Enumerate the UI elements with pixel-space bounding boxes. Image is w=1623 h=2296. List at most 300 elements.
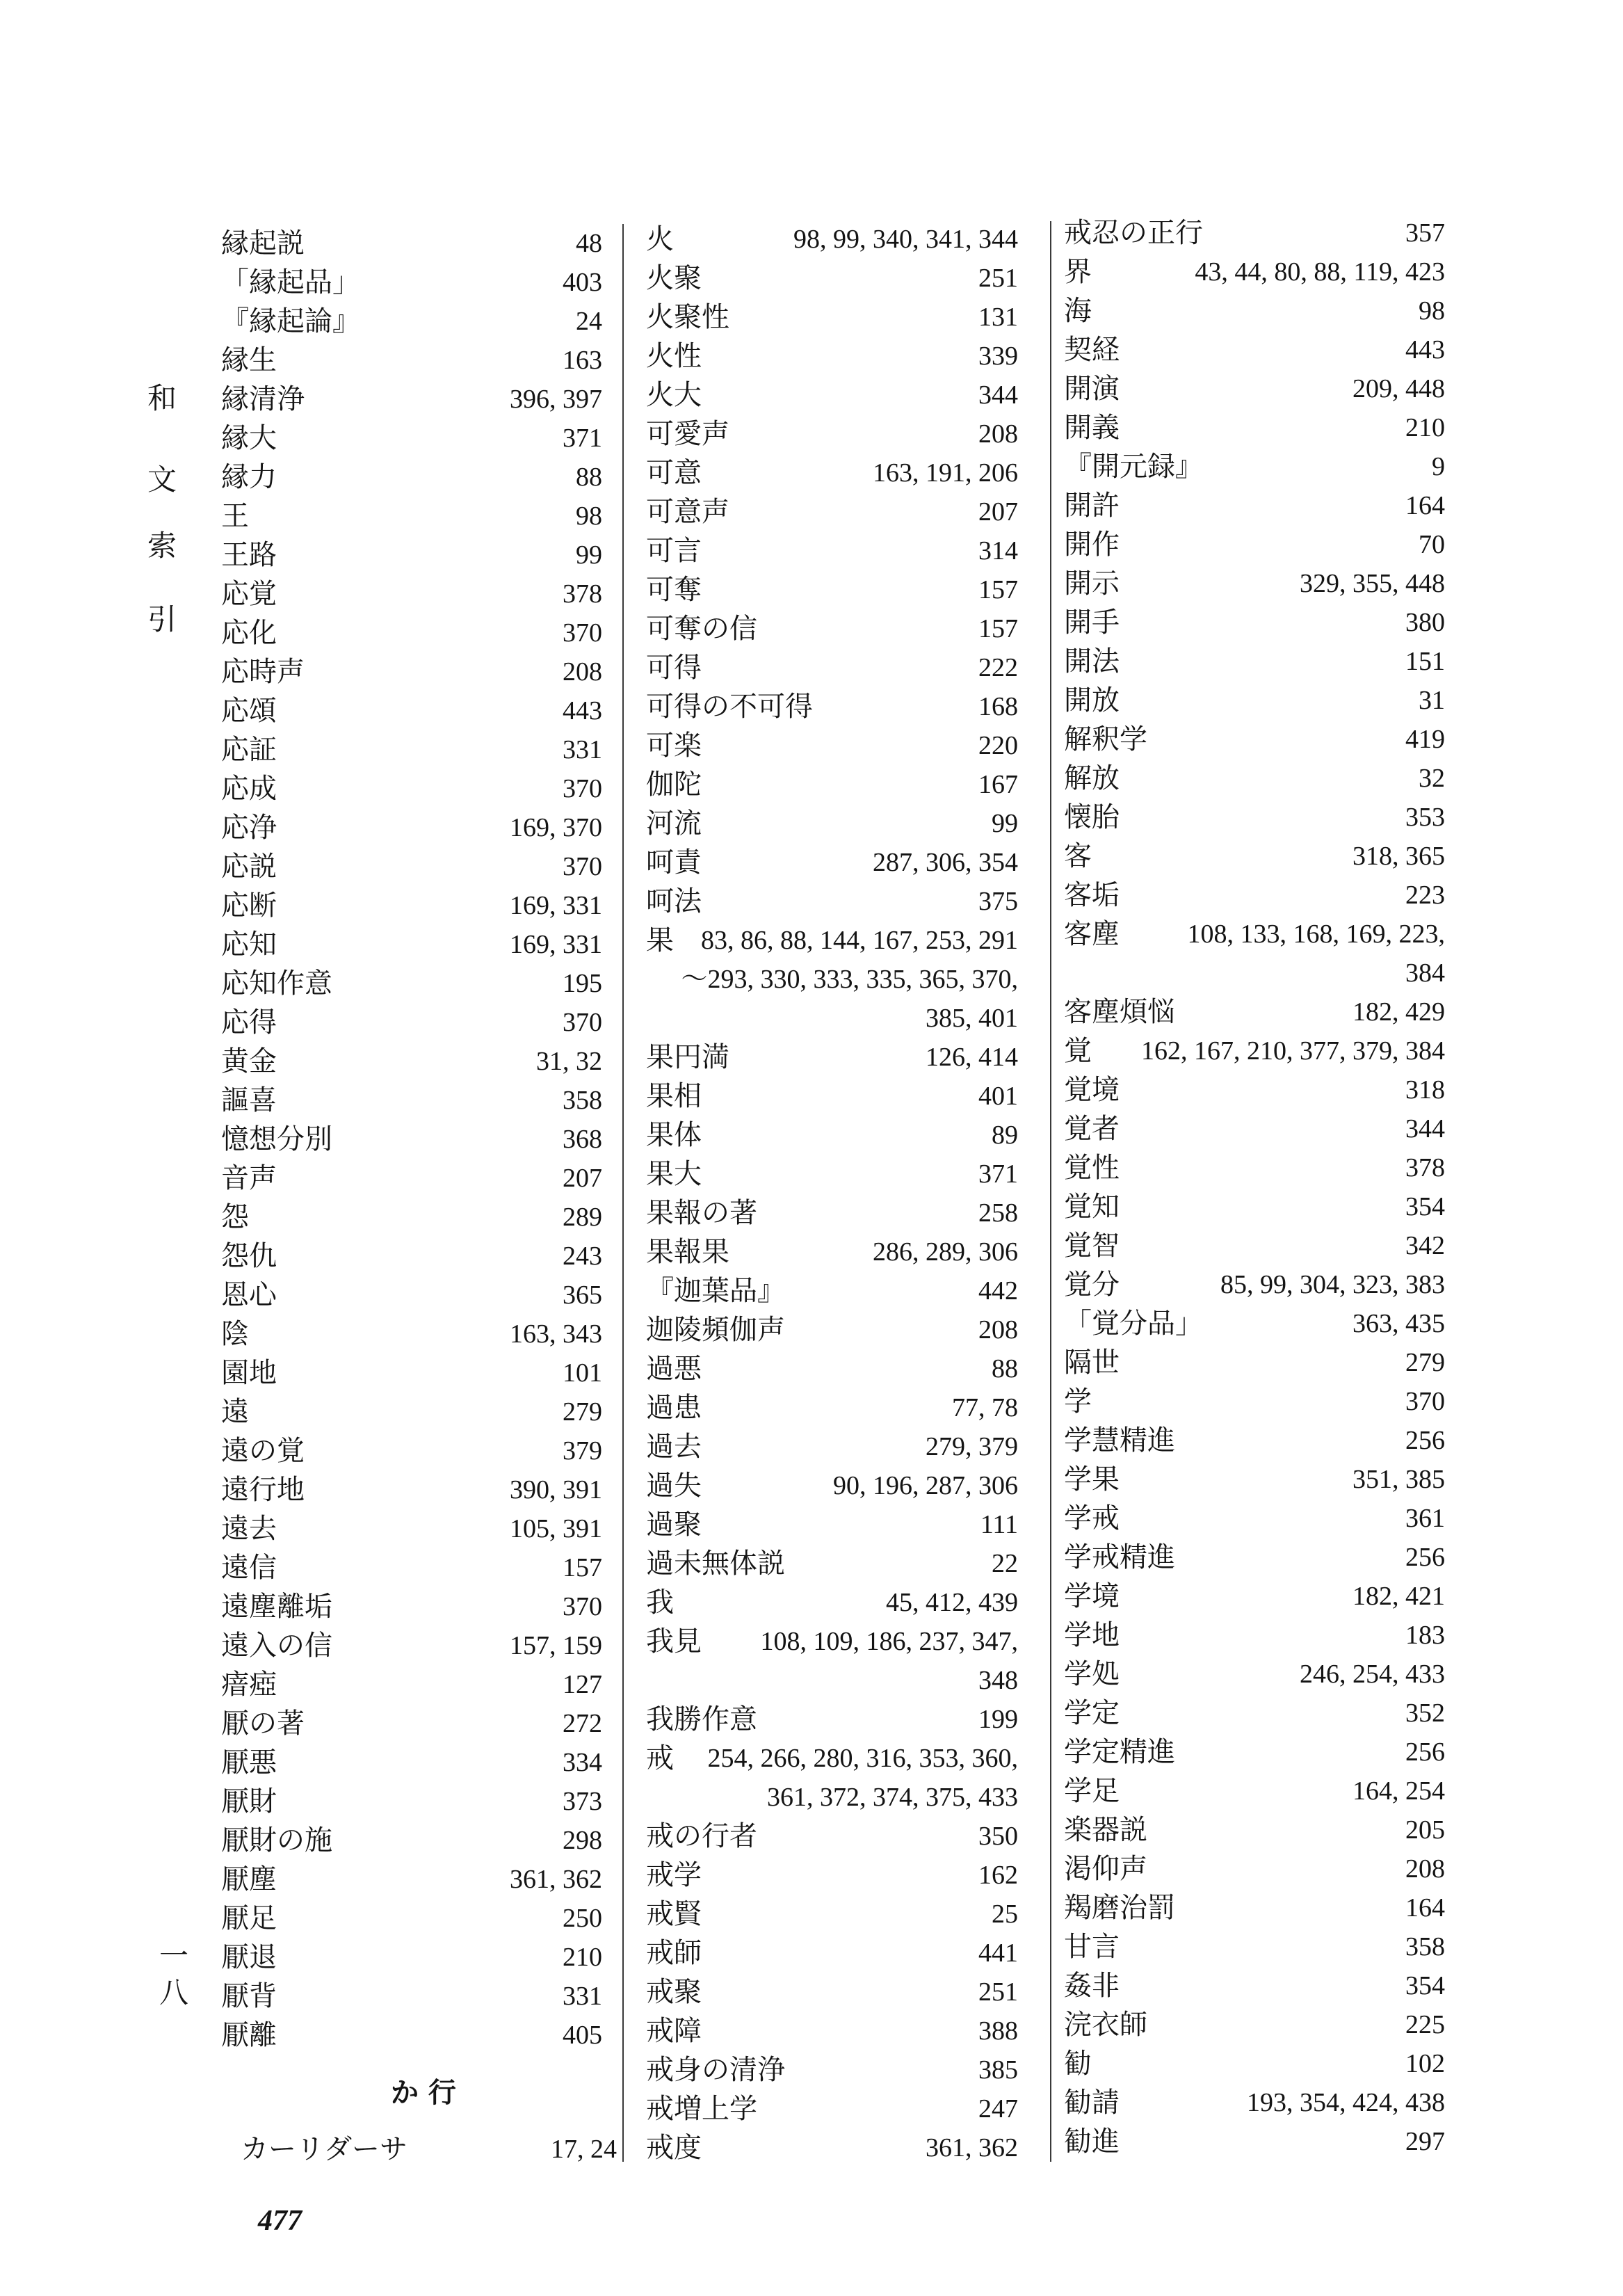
index-entry bbox=[221, 769, 602, 808]
index-term: 王 bbox=[221, 500, 249, 532]
index-entry bbox=[1064, 837, 1445, 876]
index-entry bbox=[646, 2012, 1018, 2050]
index-term: 遠信 bbox=[221, 1552, 277, 1584]
index-entry bbox=[646, 1155, 1018, 1194]
index-term: 海 bbox=[1064, 295, 1092, 327]
index-term: 音声 bbox=[221, 1162, 277, 1194]
index-entry bbox=[1064, 1499, 1445, 1538]
index-term: 厭悪 bbox=[221, 1747, 277, 1779]
index-term: 応知作意 bbox=[221, 968, 332, 1000]
index-term: 火聚性 bbox=[646, 301, 729, 333]
index-page-numbers: 443 bbox=[1405, 335, 1445, 364]
index-entry bbox=[646, 1116, 1018, 1155]
index-term: 縁起説 bbox=[221, 227, 305, 259]
index-page-numbers: 365 bbox=[563, 1281, 602, 1310]
index-page-numbers: 223 bbox=[1405, 881, 1445, 910]
index-page-numbers: 220 bbox=[978, 731, 1018, 760]
index-entry bbox=[646, 492, 1018, 531]
index-entry bbox=[1064, 525, 1445, 564]
index-entry bbox=[646, 609, 1018, 648]
index-page-numbers: 318 bbox=[1405, 1075, 1445, 1105]
index-entry bbox=[241, 2130, 617, 2169]
index-term: 厭退 bbox=[221, 1941, 277, 1973]
index-term: 戒度 bbox=[646, 2132, 702, 2164]
index-entry bbox=[221, 1237, 602, 1276]
index-page-numbers: 354 bbox=[1405, 1971, 1445, 2000]
index-entry bbox=[221, 497, 602, 536]
index-term: 河流 bbox=[646, 808, 702, 840]
index-entry bbox=[646, 921, 1018, 960]
index-page-numbers: 108, 133, 168, 169, 223, bbox=[1187, 920, 1445, 949]
index-entry bbox=[1064, 1382, 1445, 1421]
index-term: 渇仰声 bbox=[1064, 1853, 1147, 1885]
index-entry bbox=[221, 1120, 602, 1159]
index-entry bbox=[1064, 603, 1445, 642]
index-term: 縁大 bbox=[221, 422, 277, 454]
index-page-numbers: 89 bbox=[992, 1121, 1018, 1150]
index-page-numbers: 358 bbox=[1405, 1932, 1445, 1961]
index-page-numbers: 25 bbox=[992, 1900, 1018, 1929]
index-entry bbox=[1064, 330, 1445, 369]
index-entry bbox=[1064, 915, 1445, 954]
index-entry bbox=[1064, 369, 1445, 408]
index-page-numbers: 379 bbox=[563, 1436, 602, 1466]
index-term: 姦非 bbox=[1064, 1970, 1120, 2002]
index-term: 我見 bbox=[646, 1625, 702, 1657]
index-page-numbers: 254, 266, 280, 316, 353, 360, bbox=[707, 1744, 1018, 1773]
index-entry bbox=[1064, 291, 1445, 330]
index-page-numbers: 250 bbox=[563, 1904, 602, 1933]
index-term: 開許 bbox=[1064, 490, 1120, 522]
index-page-numbers: 289 bbox=[563, 1203, 602, 1232]
index-term: 学戒精進 bbox=[1064, 1541, 1175, 1573]
index-entry bbox=[646, 1622, 1018, 1661]
index-page-numbers: 246, 254, 433 bbox=[1300, 1660, 1445, 1689]
index-entry bbox=[646, 1310, 1018, 1349]
index-entry-continuation bbox=[646, 960, 1018, 999]
index-entry bbox=[646, 2050, 1018, 2089]
index-term: 怨仇 bbox=[221, 1240, 277, 1272]
side-folio-char: 一 bbox=[159, 1938, 188, 1973]
index-entry bbox=[221, 652, 602, 691]
index-term: 呵責 bbox=[646, 846, 702, 878]
index-term: 応成 bbox=[221, 773, 277, 805]
index-page-numbers: 22 bbox=[992, 1549, 1018, 1578]
index-page-numbers: 361, 362 bbox=[510, 1865, 602, 1894]
index-term: 遠 bbox=[221, 1396, 249, 1428]
index-entry bbox=[1064, 252, 1445, 291]
index-entry bbox=[221, 1665, 602, 1704]
index-term: 勧 bbox=[1064, 2048, 1092, 2080]
index-page-numbers: 9 bbox=[1432, 452, 1445, 481]
section-heading: か 行 bbox=[391, 2076, 456, 2109]
index-page-numbers: 378 bbox=[563, 579, 602, 609]
index-entry bbox=[646, 648, 1018, 687]
index-term: 開法 bbox=[1064, 645, 1120, 677]
index-term: 怨 bbox=[221, 1201, 249, 1233]
index-page-numbers: 287, 306, 354 bbox=[873, 848, 1018, 877]
index-term: 覚境 bbox=[1064, 1074, 1120, 1106]
index-entry bbox=[646, 1700, 1018, 1739]
index-entry bbox=[221, 886, 602, 925]
index-entry bbox=[646, 259, 1018, 298]
index-term: 迦陵頻伽声 bbox=[646, 1314, 785, 1346]
index-entry bbox=[1064, 681, 1445, 720]
index-entry bbox=[646, 687, 1018, 726]
index-term: 『開元録』 bbox=[1064, 451, 1203, 483]
index-term: 客塵煩悩 bbox=[1064, 996, 1175, 1028]
index-entry bbox=[221, 964, 602, 1003]
index-entry bbox=[221, 1509, 602, 1548]
index-term: 学定精進 bbox=[1064, 1736, 1175, 1768]
index-page-numbers: 371 bbox=[978, 1159, 1018, 1189]
index-entry bbox=[646, 1544, 1018, 1583]
index-page-numbers: 48 bbox=[576, 229, 602, 258]
index-term: 覚智 bbox=[1064, 1230, 1120, 1262]
index-page-numbers: 164 bbox=[1405, 1893, 1445, 1922]
index-page-numbers: 207 bbox=[563, 1164, 602, 1193]
side-title-char: 和 bbox=[147, 381, 177, 415]
index-entry bbox=[646, 570, 1018, 609]
index-entry bbox=[221, 1938, 602, 1977]
index-term: 開作 bbox=[1064, 529, 1120, 561]
index-entry bbox=[1064, 486, 1445, 525]
index-page-numbers: 348 bbox=[978, 1666, 1018, 1695]
index-page-numbers: 380 bbox=[1405, 608, 1445, 637]
index-term: 応浄 bbox=[221, 812, 277, 844]
index-term: 火 bbox=[646, 223, 674, 255]
index-entry bbox=[646, 1388, 1018, 1427]
index-entry bbox=[221, 419, 602, 458]
index-page-numbers: 207 bbox=[978, 497, 1018, 527]
index-entry bbox=[646, 2128, 1018, 2167]
index-term: 応断 bbox=[221, 890, 277, 922]
column-divider bbox=[1050, 221, 1051, 2162]
index-entry bbox=[1064, 720, 1445, 759]
index-page-numbers: ～293, 330, 333, 335, 365, 370, bbox=[681, 965, 1018, 994]
index-entry bbox=[646, 1895, 1018, 1934]
index-entry bbox=[221, 380, 602, 419]
index-term: 甘言 bbox=[1064, 1931, 1120, 1963]
index-term: 呵法 bbox=[646, 885, 702, 917]
index-term: 戒障 bbox=[646, 2015, 702, 2047]
index-term: 果相 bbox=[646, 1080, 702, 1112]
index-entry bbox=[221, 1821, 602, 1860]
index-entry bbox=[646, 726, 1018, 765]
index-term: 学地 bbox=[1064, 1619, 1120, 1651]
index-term: 厭財の施 bbox=[221, 1824, 332, 1856]
index-entry bbox=[1064, 408, 1445, 447]
index-entry bbox=[221, 1003, 602, 1042]
index-entry bbox=[1064, 1343, 1445, 1382]
index-term: 応知 bbox=[221, 929, 277, 961]
index-term: 園地 bbox=[221, 1357, 277, 1389]
index-page-numbers: 378 bbox=[1405, 1153, 1445, 1182]
index-term: 可奪 bbox=[646, 574, 702, 606]
index-term: 戒 bbox=[646, 1742, 674, 1774]
index-entry-continuation bbox=[646, 999, 1018, 1038]
index-entry bbox=[221, 1977, 602, 2016]
index-page-numbers: 222 bbox=[978, 653, 1018, 682]
index-entry bbox=[221, 1159, 602, 1198]
index-page-numbers: 272 bbox=[563, 1709, 602, 1738]
index-entry bbox=[1064, 1966, 1445, 2005]
index-term: 縁生 bbox=[221, 344, 277, 376]
side-title-char: 文 bbox=[147, 463, 177, 497]
index-entry bbox=[1064, 2044, 1445, 2083]
index-entry bbox=[646, 882, 1018, 921]
index-term: 浣衣師 bbox=[1064, 2009, 1147, 2041]
index-page-numbers: 385 bbox=[978, 2055, 1018, 2085]
index-term: 『迦葉品』 bbox=[646, 1275, 785, 1307]
index-page-numbers: 131 bbox=[978, 303, 1018, 332]
index-term: 応化 bbox=[221, 617, 277, 649]
index-page-numbers: 32 bbox=[1419, 764, 1445, 793]
index-entry bbox=[221, 1470, 602, 1509]
index-term: 遠行地 bbox=[221, 1474, 305, 1506]
index-page-numbers: 352 bbox=[1405, 1699, 1445, 1728]
index-page-numbers: 157, 159 bbox=[510, 1631, 602, 1660]
index-term: 応証 bbox=[221, 734, 277, 766]
index-term: 開演 bbox=[1064, 373, 1120, 405]
index-page-numbers: 157 bbox=[563, 1553, 602, 1582]
index-term: 過失 bbox=[646, 1470, 702, 1502]
index-entry-continuation bbox=[1064, 954, 1445, 993]
index-entry bbox=[646, 2089, 1018, 2128]
index-entry bbox=[646, 298, 1018, 337]
index-page-numbers: 90, 196, 287, 306 bbox=[833, 1471, 1018, 1500]
index-entry bbox=[646, 1583, 1018, 1622]
index-page-numbers: 247 bbox=[978, 2094, 1018, 2124]
index-page-numbers: 370 bbox=[563, 852, 602, 881]
index-entry bbox=[221, 536, 602, 575]
index-page-numbers: 163, 343 bbox=[510, 1319, 602, 1349]
index-entry bbox=[1064, 1304, 1445, 1343]
index-entry bbox=[646, 337, 1018, 376]
index-entry bbox=[646, 1194, 1018, 1233]
index-term: 懐胎 bbox=[1064, 801, 1120, 833]
index-page-numbers: 43, 44, 80, 88, 119, 423 bbox=[1195, 257, 1445, 287]
index-page-numbers: 169, 331 bbox=[510, 930, 602, 959]
index-page-numbers: 251 bbox=[978, 264, 1018, 293]
side-folio-char: 八 bbox=[159, 1975, 188, 2009]
side-title-char: 索 bbox=[147, 529, 177, 563]
index-page-numbers: 370 bbox=[1405, 1387, 1445, 1416]
index-page-numbers: 443 bbox=[563, 696, 602, 725]
index-page-numbers: 157 bbox=[978, 614, 1018, 643]
index-term: 学定 bbox=[1064, 1697, 1120, 1729]
index-term: 開手 bbox=[1064, 607, 1120, 639]
index-page-numbers: 210 bbox=[563, 1943, 602, 1972]
index-entry bbox=[1064, 564, 1445, 603]
column-divider bbox=[622, 224, 624, 2162]
index-entry bbox=[1064, 214, 1445, 252]
index-entry bbox=[221, 1276, 602, 1315]
index-entry bbox=[646, 1427, 1018, 1466]
index-term: 学足 bbox=[1064, 1775, 1120, 1807]
index-page-numbers: 182, 429 bbox=[1352, 997, 1445, 1027]
index-entry bbox=[221, 1587, 602, 1626]
index-term: 縁力 bbox=[221, 461, 277, 493]
index-entry bbox=[1064, 1927, 1445, 1966]
index-entry bbox=[221, 613, 602, 652]
index-page-numbers: 225 bbox=[1405, 2010, 1445, 2039]
index-entry bbox=[646, 1077, 1018, 1116]
index-term: 可得 bbox=[646, 652, 702, 684]
index-term: 学戒 bbox=[1064, 1502, 1120, 1534]
index-entry bbox=[1064, 1031, 1445, 1070]
index-page-numbers: 163 bbox=[563, 346, 602, 375]
index-term: 解釈学 bbox=[1064, 723, 1147, 755]
index-page-numbers: 361 bbox=[1405, 1504, 1445, 1533]
index-entry bbox=[221, 1315, 602, 1354]
index-entry bbox=[221, 302, 602, 341]
index-page-numbers: 258 bbox=[978, 1198, 1018, 1228]
index-page-numbers: 208 bbox=[1405, 1854, 1445, 1884]
index-term: 学慧精進 bbox=[1064, 1424, 1175, 1456]
index-page-numbers: 370 bbox=[563, 1592, 602, 1621]
index-entry bbox=[646, 531, 1018, 570]
index-entry bbox=[221, 730, 602, 769]
index-page-numbers: 331 bbox=[563, 735, 602, 764]
index-page-numbers: 357 bbox=[1405, 218, 1445, 248]
index-term: 開示 bbox=[1064, 568, 1120, 600]
index-entry bbox=[221, 1548, 602, 1587]
index-entry bbox=[1064, 2005, 1445, 2044]
index-term: 覚知 bbox=[1064, 1191, 1120, 1223]
index-page-numbers: 279, 379 bbox=[926, 1432, 1018, 1461]
index-entry bbox=[221, 691, 602, 730]
index-term: 覚者 bbox=[1064, 1113, 1120, 1145]
index-term: 可意声 bbox=[646, 496, 729, 528]
index-term: 応説 bbox=[221, 851, 277, 883]
index-entry bbox=[1064, 1849, 1445, 1888]
index-term: 客垢 bbox=[1064, 879, 1120, 911]
index-term: 戒賢 bbox=[646, 1898, 702, 1930]
index-term: 我 bbox=[646, 1587, 674, 1619]
index-entry bbox=[1064, 447, 1445, 486]
index-entry bbox=[1064, 1148, 1445, 1187]
index-term: 火聚 bbox=[646, 262, 702, 294]
index-page-numbers: 297 bbox=[1405, 2127, 1445, 2156]
index-entry bbox=[1064, 1109, 1445, 1148]
index-term: 楽器説 bbox=[1064, 1814, 1147, 1846]
index-term: 陰 bbox=[221, 1318, 249, 1350]
index-term: 憶想分別 bbox=[221, 1123, 332, 1155]
index-page-numbers: 370 bbox=[563, 618, 602, 648]
index-page-numbers: 390, 391 bbox=[510, 1475, 602, 1504]
index-entry bbox=[646, 765, 1018, 804]
index-page-numbers: 162 bbox=[978, 1861, 1018, 1890]
index-entry bbox=[1064, 642, 1445, 681]
index-page-numbers: 169, 370 bbox=[510, 813, 602, 842]
index-page-numbers: 363, 435 bbox=[1352, 1309, 1445, 1338]
index-entry bbox=[221, 458, 602, 497]
index-page-numbers: 31, 32 bbox=[536, 1047, 602, 1076]
index-page-numbers: 342 bbox=[1405, 1231, 1445, 1260]
index-entry bbox=[646, 1817, 1018, 1856]
index-page-numbers: 163, 191, 206 bbox=[873, 458, 1018, 488]
index-page-numbers: 396, 397 bbox=[510, 385, 602, 414]
index-page-numbers: 31 bbox=[1419, 686, 1445, 715]
index-term: 勧進 bbox=[1064, 2126, 1120, 2158]
index-page-numbers: 99 bbox=[576, 540, 602, 570]
index-page-numbers: 329, 355, 448 bbox=[1300, 569, 1445, 598]
index-entry bbox=[1064, 1421, 1445, 1460]
index-page-numbers: 401 bbox=[978, 1082, 1018, 1111]
index-term: 「縁起品」 bbox=[221, 266, 360, 298]
index-entry bbox=[221, 808, 602, 847]
index-entry bbox=[221, 575, 602, 613]
index-term: 過未無体説 bbox=[646, 1548, 785, 1580]
index-entry bbox=[1064, 1616, 1445, 1655]
index-term: 戒の行者 bbox=[646, 1820, 757, 1852]
index-entry-continuation bbox=[646, 1778, 1018, 1817]
index-term: 学処 bbox=[1064, 1658, 1120, 1690]
index-page-numbers: 442 bbox=[978, 1276, 1018, 1306]
index-page-numbers: 126, 414 bbox=[926, 1043, 1018, 1072]
index-page-numbers: 384 bbox=[1405, 958, 1445, 988]
index-term: 覚 bbox=[1064, 1035, 1092, 1067]
index-entry bbox=[646, 1739, 1018, 1778]
index-term: 客 bbox=[1064, 840, 1092, 872]
index-entry bbox=[646, 415, 1018, 453]
index-page-numbers: 105, 391 bbox=[510, 1514, 602, 1543]
index-page-numbers: 318, 365 bbox=[1352, 842, 1445, 871]
index-entry bbox=[646, 1505, 1018, 1544]
index-page-numbers: 17, 24 bbox=[551, 2135, 617, 2164]
index-entry bbox=[1064, 2083, 1445, 2122]
index-entry bbox=[646, 1856, 1018, 1895]
index-term: 果 bbox=[646, 924, 674, 956]
index-term: 伽陀 bbox=[646, 769, 702, 801]
index-entry bbox=[1064, 1538, 1445, 1577]
index-page-numbers: 164, 254 bbox=[1352, 1776, 1445, 1806]
index-entry bbox=[221, 341, 602, 380]
index-term: 学境 bbox=[1064, 1580, 1120, 1612]
index-page-numbers: 441 bbox=[978, 1938, 1018, 1968]
index-page-numbers: 339 bbox=[978, 342, 1018, 371]
index-term: 応時声 bbox=[221, 656, 305, 688]
index-page-numbers: 183 bbox=[1405, 1621, 1445, 1650]
index-term: 可得の不可得 bbox=[646, 691, 813, 723]
index-page-numbers: 314 bbox=[978, 536, 1018, 565]
index-page-numbers: 99 bbox=[992, 809, 1018, 838]
index-term: 界 bbox=[1064, 256, 1092, 288]
index-term: 客塵 bbox=[1064, 918, 1120, 950]
index-term: 可奪の信 bbox=[646, 613, 757, 645]
index-page-numbers: 243 bbox=[563, 1242, 602, 1271]
index-page-numbers: 209, 448 bbox=[1352, 374, 1445, 403]
index-page-numbers: 256 bbox=[1405, 1426, 1445, 1455]
index-page-numbers: 208 bbox=[978, 1315, 1018, 1344]
index-page-numbers: 373 bbox=[563, 1787, 602, 1816]
index-page-numbers: 208 bbox=[978, 419, 1018, 449]
index-page-numbers: 361, 372, 374, 375, 433 bbox=[767, 1783, 1018, 1812]
index-entry bbox=[1064, 1226, 1445, 1265]
index-entry bbox=[221, 263, 602, 302]
index-entry bbox=[646, 843, 1018, 882]
index-entry bbox=[646, 1466, 1018, 1505]
index-term: 応頌 bbox=[221, 695, 277, 727]
index-entry bbox=[1064, 759, 1445, 798]
index-page-numbers: 208 bbox=[563, 657, 602, 687]
index-entry bbox=[221, 224, 602, 263]
index-term: 火大 bbox=[646, 379, 702, 411]
index-term: 果報の著 bbox=[646, 1197, 757, 1229]
page-number: 477 bbox=[258, 2205, 302, 2237]
index-term: 応得 bbox=[221, 1006, 277, 1038]
